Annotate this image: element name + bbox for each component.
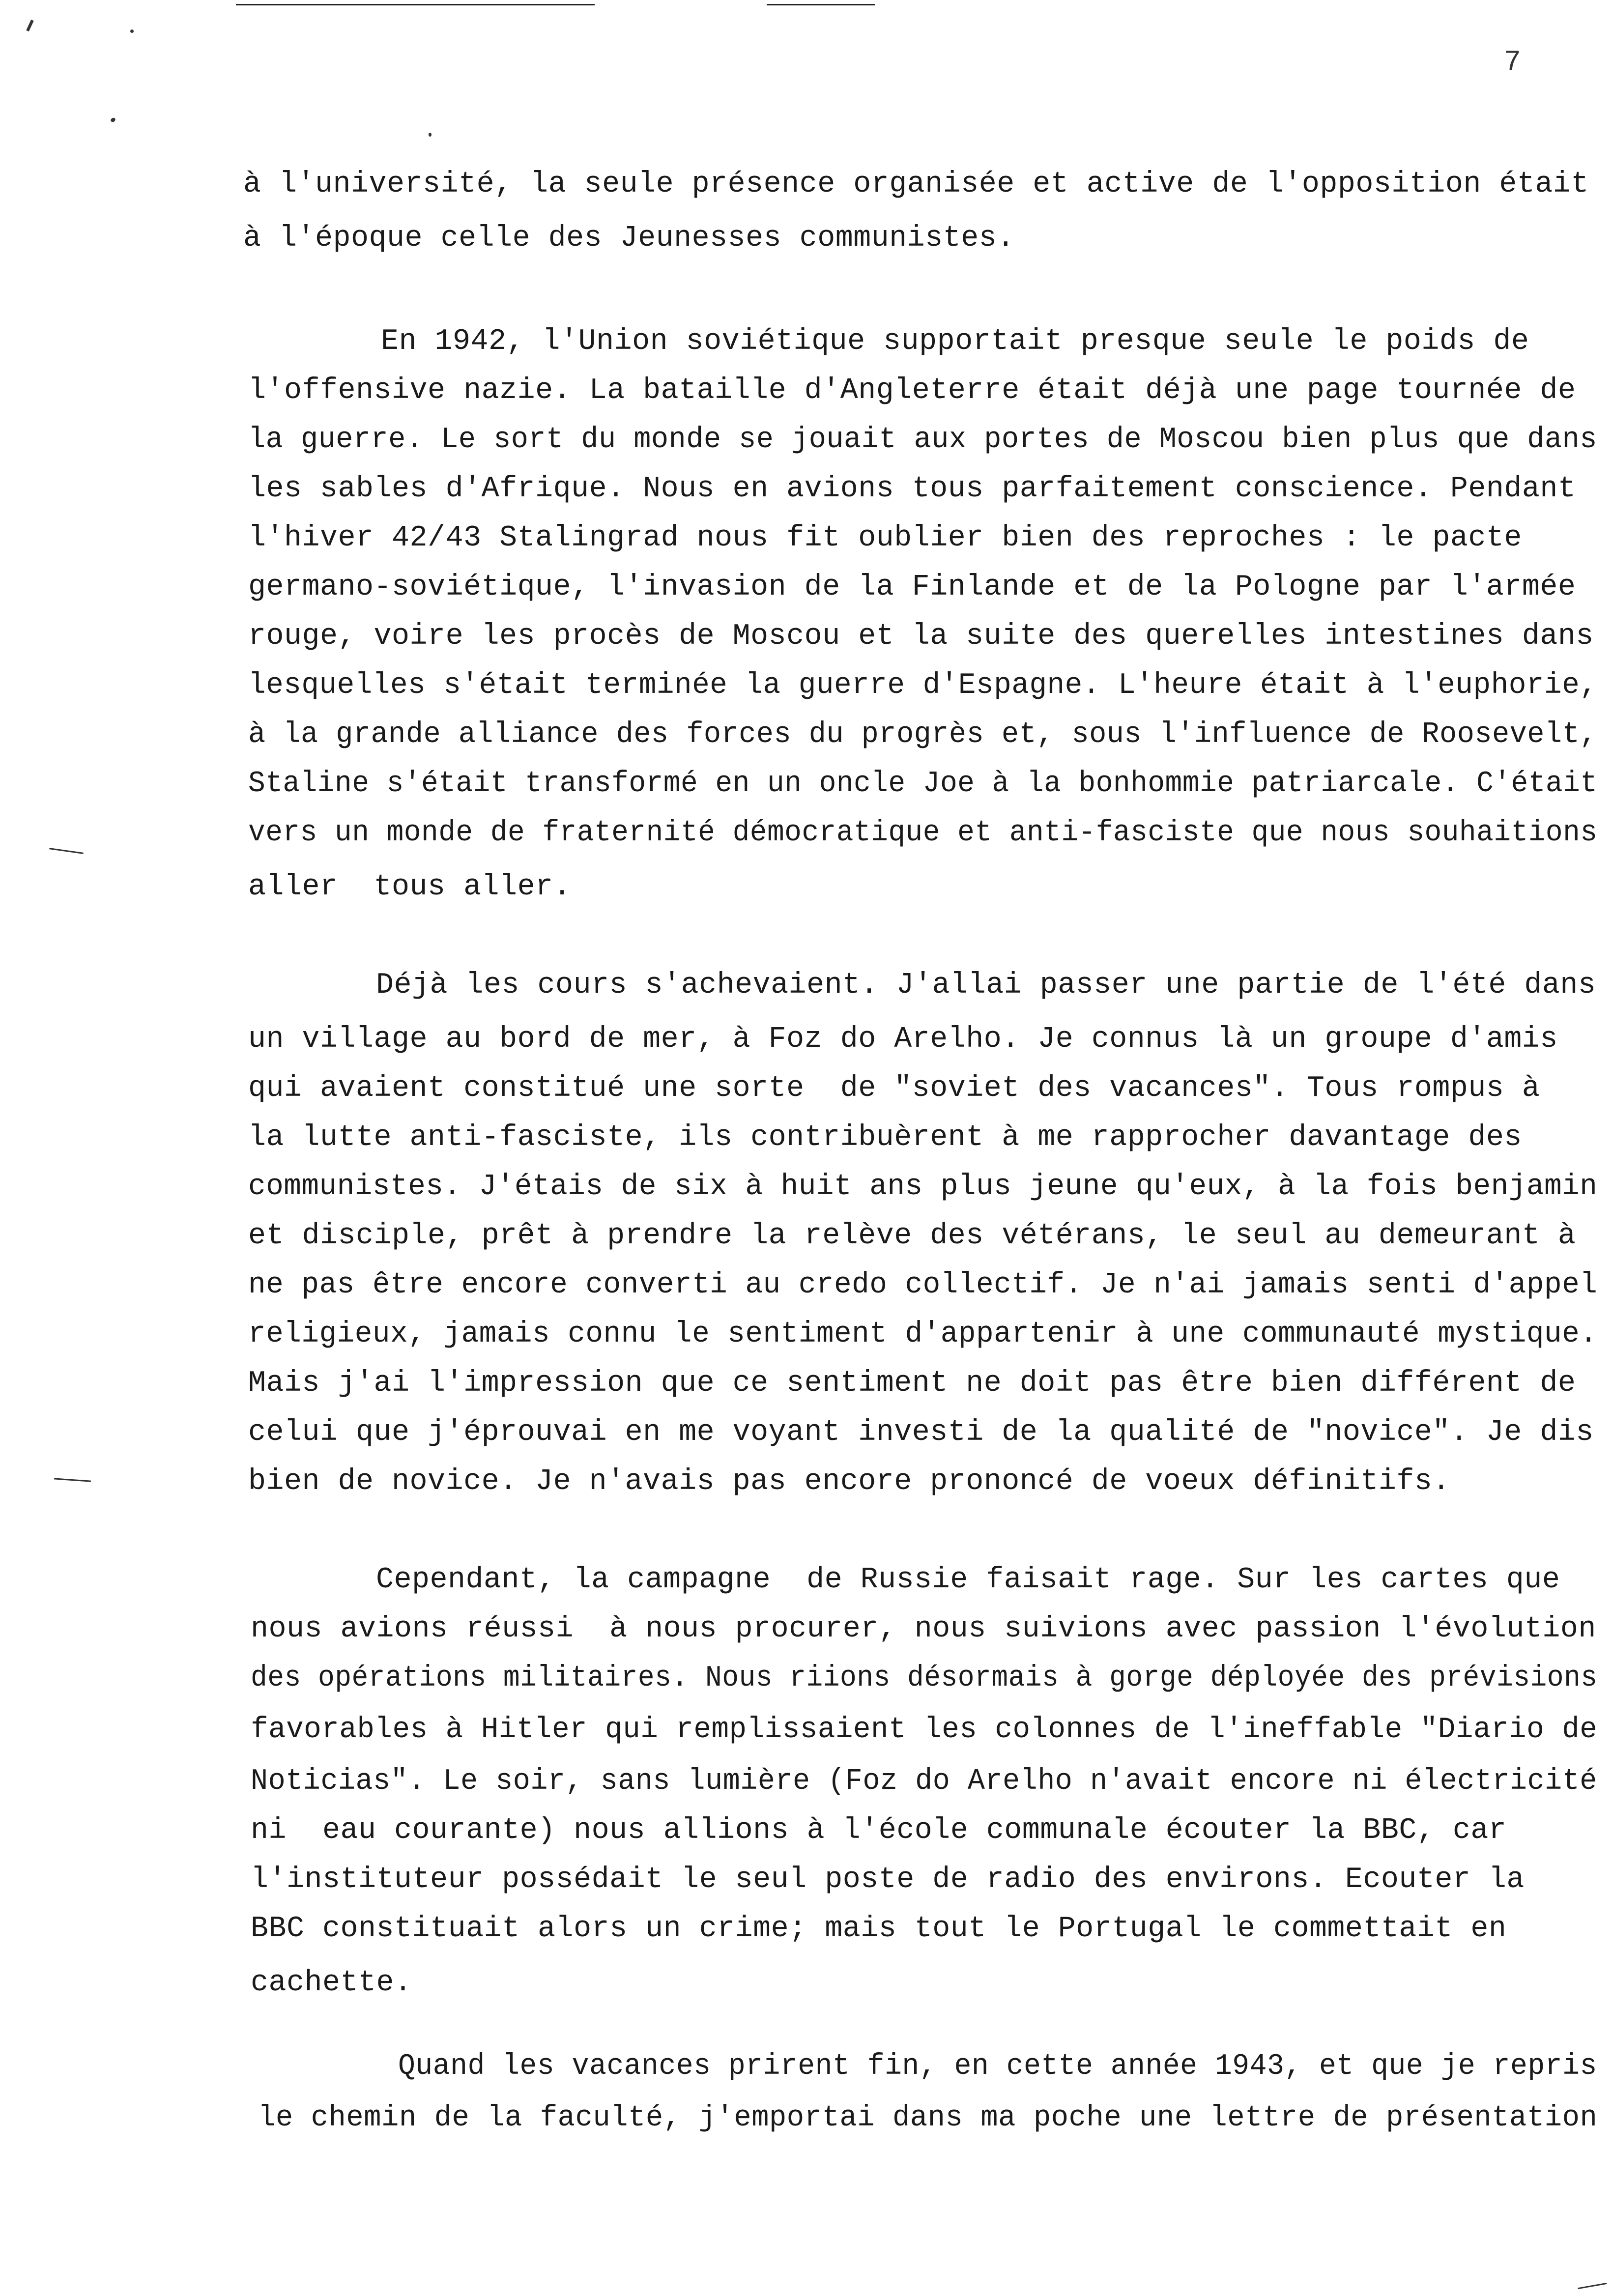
text-line: ni eau courante) nous allions à l'école communale écouter la BBC, car	[251, 1814, 1507, 1847]
text-line: à l'université, la seule présence organisée et active de l'opposition était	[243, 168, 1589, 201]
text-line: favorables à Hitler qui remplissaient les colonnes de l'ineffable "Diario de	[251, 1713, 1598, 1747]
text-line: cachette.	[251, 1966, 412, 2000]
text-line: l'instituteur possédait le seul poste de radio des environs. Ecouter la	[251, 1863, 1525, 1896]
text-line: la lutte anti-fasciste, ils contribuèrent à me rapprocher davantage des	[248, 1121, 1522, 1154]
margin-mark	[54, 1478, 91, 1482]
text-line: à l'époque celle des Jeunesses communistes.	[243, 222, 1015, 255]
text-line: germano-soviétique, l'invasion de la Finlande et de la Pologne par l'armée	[248, 571, 1576, 604]
margin-mark	[1578, 2283, 1607, 2289]
scan-speck	[26, 20, 34, 31]
text-line: En 1942, l'Union soviétique supportait presque seule le poids de	[381, 325, 1529, 358]
text-line: à la grande alliance des forces du progrès et, sous l'influence de Roosevelt,	[248, 718, 1597, 751]
margin-mark	[49, 848, 84, 854]
text-line: des opérations militaires. Nous riions désormais à gorge déployée des prévisions	[251, 1662, 1598, 1695]
text-line: et disciple, prêt à prendre la relève des vétérans, le seul au demeurant à	[248, 1219, 1576, 1253]
scan-speck	[110, 117, 116, 123]
text-line: BBC constituait alors un crime; mais tout le Portugal le commettait en	[251, 1912, 1507, 1946]
text-line: qui avaient constitué une sorte de "soviet des vacances". Tous rompus à	[248, 1072, 1540, 1105]
text-line: Déjà les cours s'achevaient. J'allai passer une partie de l'été dans	[376, 969, 1596, 1002]
text-line: l'offensive nazie. La bataille d'Angleterre était déjà une page tournée de	[248, 374, 1576, 407]
text-line: Mais j'ai l'impression que ce sentiment ne doit pas être bien différent de	[248, 1367, 1576, 1400]
scan-speck	[429, 133, 432, 137]
text-line: celui que j'éprouvai en me voyant investi de la qualité de "novice". Je dis	[248, 1416, 1594, 1449]
text-line: Quand les vacances prirent fin, en cette année 1943, et que je repris	[398, 2050, 1597, 2083]
text-line: nous avions réussi à nous procurer, nous suivions avec passion l'évolution	[251, 1612, 1596, 1646]
text-line: ne pas être encore converti au credo collectif. Je n'ai jamais senti d'appel	[248, 1268, 1598, 1302]
text-line: Cependant, la campagne de Russie faisait rage. Sur les cartes que	[376, 1563, 1560, 1597]
text-line: un village au bord de mer, à Foz do Arelho. Je connus là un groupe d'amis	[248, 1023, 1558, 1056]
text-line: vers un monde de fraternité démocratique et anti-fasciste que nous souhaitions	[248, 816, 1598, 850]
text-line: bien de novice. Je n'avais pas encore prononcé de voeux définitifs.	[248, 1465, 1450, 1498]
text-line: Staline s'était transformé en un oncle Joe à la bonhommie patriarcale. C'était	[248, 767, 1598, 801]
text-line: aller tous aller.	[248, 870, 572, 904]
text-line: le chemin de la faculté, j'emportai dans ma poche une lettre de présentation	[258, 2101, 1598, 2135]
text-line: lesquelles s'était terminée la guerre d'Espagne. L'heure était à l'euphorie,	[248, 669, 1598, 702]
top-scan-rule-right	[767, 4, 875, 5]
page-number: 7	[1504, 47, 1521, 79]
text-line: communistes. J'étais de six à huit ans plus jeune qu'eux, à la fois benjamin	[248, 1170, 1598, 1204]
text-line: l'hiver 42/43 Stalingrad nous fit oublier bien des reproches : le pacte	[248, 521, 1522, 555]
top-scan-rule-left	[236, 4, 595, 5]
scan-speck	[130, 29, 134, 33]
text-line: rouge, voire les procès de Moscou et la suite des querelles intestines dans	[248, 620, 1594, 653]
text-line: Noticias". Le soir, sans lumière (Foz do Arelho n'avait encore ni électricité	[251, 1765, 1597, 1798]
text-line: religieux, jamais connu le sentiment d'appartenir à une communauté mystique.	[248, 1318, 1598, 1351]
text-line: la guerre. Le sort du monde se jouait aux portes de Moscou bien plus que dans	[248, 423, 1597, 457]
text-line: les sables d'Afrique. Nous en avions tous parfaitement conscience. Pendant	[248, 472, 1576, 506]
